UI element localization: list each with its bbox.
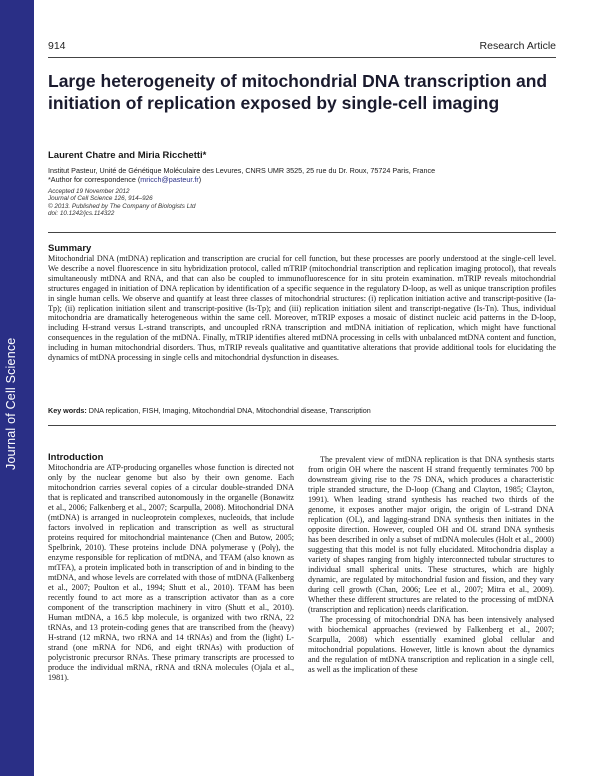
summary-top-rule (48, 232, 556, 233)
correspondence-email-link[interactable]: mricch@pasteur.fr (140, 175, 199, 184)
correspondence-end: ) (198, 175, 202, 184)
citation: Journal of Cell Science 126, 914–926 (48, 195, 153, 203)
body-paragraph: Mitochondria are ATP-producing organelles whose function is directed not only by the nuclear genome but also by their own genome. Each mitochondrion carries several copies of a circular double-stranded DNA that is replicated and transcribed autonomously in the organelle (Bonawitz et al., 2006; Falkenberg et al., 2007; Scarpulla, 2008). Mitochondrial DNA (mtDNA) is arranged in nucleoprotein complexes, nucleoids, that include factors involved in replication and transcription as well as structural proteins required for mitochondrial maintenance (Chen and Butow, 2005; Spelbrink, 2010). These proteins include DNA polymerase γ (Polγ), the enzyme responsible for replication of mtDNA, and TFAM (also known as mtTFA), a protein implicated both in transcription of and in binding to the mtDNA, and whose levels are correlated with those of mtDNA (Falkenberg et al., 2007; Poulton et al., 1994; Shutt et al., 2010). TFAM has been recently found to act more as a transcription activator than as a core component of the transcription machinery in vitro (Shutt et al., 2010). Human mtDNA, a 16.5 kbp molecule, is organized with two rRNA, 22 tRNAs, and 13 protein-coding genes that are transcribed from the (heavy) H-strand (12 mRNA, two rRNA and 14 tRNAs) and from the (light) L-strand (one mRNA for ND6, and eight tRNAs) with production of polycistronic precursor RNAs. These primary transcripts are processed to produce the individual mRNA, rRNA and tRNA molecules (Ojala et al., 1981). (48, 463, 294, 682)
accepted-date: Accepted 19 November 2012 (48, 188, 130, 195)
header-rule (48, 57, 556, 58)
correspondence-label: *Author for correspondence ( (48, 175, 141, 184)
section-label: Research Article (479, 40, 556, 52)
body-column-right (308, 455, 554, 675)
correspondence (48, 175, 556, 184)
affiliation-block (48, 166, 556, 184)
copyright: © 2013. Published by The Company of Biologists Ltd (48, 202, 196, 210)
page-number: 914 (48, 40, 66, 52)
journal-name: Journal of Cell Science (4, 337, 18, 470)
body-column-left (48, 463, 294, 683)
summary-heading: Summary (48, 243, 92, 254)
affiliation: Institut Pasteur, Unité de Génétique Moléculaire des Levures, CNRS UMR 3525, 25 rue du Dr. Roux, 75724 Paris, France (48, 166, 436, 175)
page-header (48, 40, 556, 56)
keywords-label: Key words: (48, 406, 87, 415)
summary-text: Mitochondrial DNA (mtDNA) replication and transcription are crucial for cell function, but these processes are poorly understood at the single-cell level. We describe a novel fluorescence in situ hybridization protocol, called mTRIP (mitochondrial transcription and replication imaging protocol), that reveals simultaneously mtDNA and RNA, and that can also be coupled to immunofluorescence for in situ protein examination. mTRIP reveals mitochondrial structures engaged in initiation of DNA replication by identification of a specific sequence in the regulatory D-loop, as well as unique transcription profiles in single human cells. We observe and quantify at least three classes of mitochondrial structures: (i) replication initiation active and transcript-positive (Ia-Tp); (ii) replication initiation silent and transcript-positive (Is-Tp); and (iii) replication initiation silent and transcript-negative (Is-Tn). Thus, individual mitochondria are dramatically heterogeneous within the same cell. Moreover, mTRIP exposes a mosaic of distinct nucleic acid patterns in the D-loop, including H-strand versus L-strand transcripts, and uncoupled rRNA transcription and mtDNA initiation of replication, which might have functional consequences in the regulation of the mtDNA. Finally, mTRIP identifies altered mtDNA processing in cells with unbalanced mtDNA content and function, including in human mitochondrial disorders. Thus, mTRIP reveals qualitative and quantitative alterations that provide additional tools for elucidating the dynamics of mtDNA processing in single cells and mitochondrial dysfunction in diseases. (48, 254, 556, 363)
keywords-bottom-rule (48, 425, 556, 426)
keywords-value: DNA replication, FISH, Imaging, Mitochondrial DNA, Mitochondrial disease, Transcription (88, 406, 371, 415)
body-paragraph: The prevalent view of mtDNA replication is that DNA synthesis starts from origin OH where the nascent H strand frequently terminates 700 bp downstream giving rise to the 7S DNA, which produces a characteristic triple stranded structure, the D-loop (Chang and Clayton, 1985; Clayton, 1991). When leading strand synthesis has reached two thirds of the genome, it exposes another major origin, the origin of L-strand DNA replication (OL), and lagging-strand DNA synthesis then initiates in the opposite direction. However, coupled OH and OL strand DNA synthesis has been described in only a subset of mtDNA molecules (Holt et al., 2000) suggesting that this model is not fully elucidated. Mitochondria display a variety of shapes ranging from highly interconnected tubular structures to individual small spherical units. These structures, which are highly dynamic, are regulated by mitochondrial fusion and fission, and they vary during cell growth (Chan, 2006; Lee et al., 2007; Mitra et al., 2009). Whether these different structures are related to the processing of mtDNA (transcription and replication) needs clarification. (308, 455, 554, 614)
author-list: Laurent Chatre and Miria Ricchetti* (48, 150, 207, 161)
article-title: Large heterogeneity of mitochondrial DNA transcription and initiation of replication exposed by single-cell imaging (48, 71, 548, 113)
keywords (48, 406, 556, 415)
article-meta (48, 188, 195, 218)
doi: doi: 10.1242/jcs.114322 (48, 210, 115, 218)
body-paragraph: The processing of mitochondrial DNA has been intensively analysed with biochemical approaches (reviewed by Falkenberg et al., 2007; Scarpulla, 2008) which essentially examined global cellular and mitochondrial populations. However, little is known about the dynamics and the regulation of mtDNA transcription and replication in a single cell, as well as the implication of these (308, 615, 554, 674)
introduction-heading: Introduction (48, 452, 104, 463)
journal-sidebar (0, 0, 34, 776)
